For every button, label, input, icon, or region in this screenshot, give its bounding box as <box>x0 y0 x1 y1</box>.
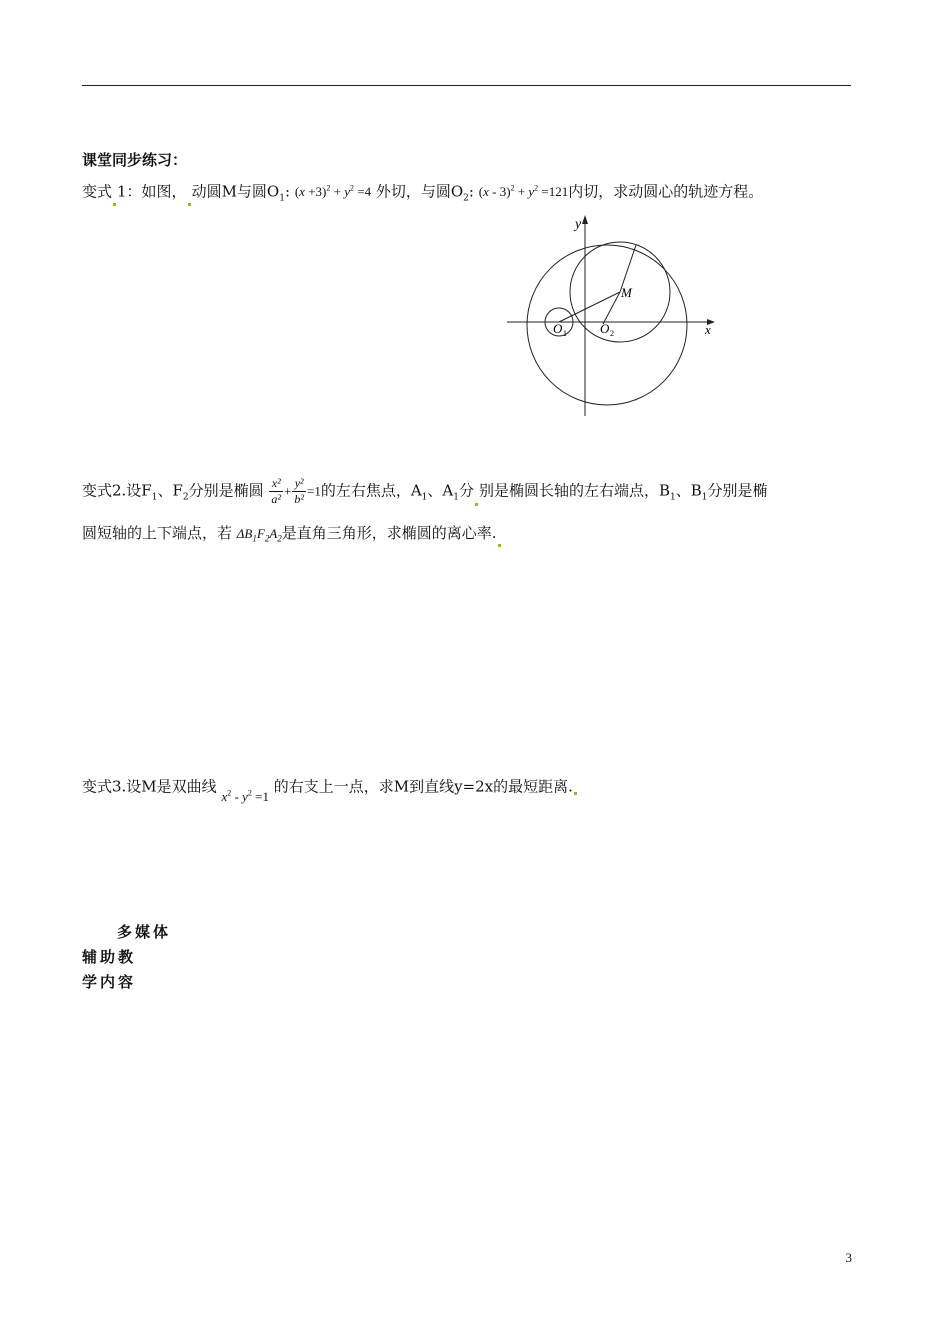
section-heading: 课堂同步练习： <box>82 151 188 169</box>
exercise-3-text: 的右支上一点，求M到直线y=2x的最短距离. <box>273 777 573 796</box>
exercise-2-line-2 <box>82 522 502 550</box>
colon: : <box>284 182 291 201</box>
fraction-numerator: y² <box>292 476 306 492</box>
exercise-1-text-a: 动圆M与圆O <box>191 182 280 201</box>
exercise-2-text: 圆短轴的上下端点，若 <box>82 524 233 542</box>
exercise-2-text: 、F <box>157 481 183 500</box>
equals-one: =1 <box>306 483 321 499</box>
fraction-y2-b2 <box>292 476 306 507</box>
header-rule <box>82 85 851 86</box>
triangle-f: F <box>256 526 265 541</box>
point-o2-subscript: 2 <box>610 329 614 338</box>
side-label-line-1: 多媒体 <box>117 923 172 941</box>
marker-dot <box>475 503 478 506</box>
marker-dot <box>113 203 116 206</box>
point-o2-label: O <box>600 321 610 336</box>
circle-o1-equation: $(x +3)^2 + y^2 =4$ <box>294 184 372 200</box>
subscript: 2 <box>277 533 282 544</box>
point-o1-subscript: 1 <box>563 329 567 338</box>
y-axis-arrow <box>582 215 588 224</box>
exercise-2-text: 分别是椭圆 <box>188 481 264 500</box>
subscript: 1 <box>151 492 158 503</box>
exercise-2-text: 变式2.设F <box>82 481 152 500</box>
exercise-2-text: 分别是椭 <box>707 481 768 500</box>
circles-figure <box>495 212 725 422</box>
triangle-a: A <box>269 526 278 541</box>
subscript: 1 <box>701 492 708 503</box>
exercise-1-prefix: 变式 <box>82 182 113 201</box>
exercise-2-text: 分 <box>458 481 474 500</box>
plus-sign: + <box>284 483 292 499</box>
fraction-denominator: b² <box>294 492 304 506</box>
exercise-1-text-c: 内切，求动圆心的轨迹方程。 <box>568 182 764 201</box>
y-axis-label: y <box>575 217 582 232</box>
triangle-b: ΔB <box>236 526 253 541</box>
marker-dot <box>574 792 577 795</box>
subscript: 1 <box>453 492 459 503</box>
exercise-1-text-b: 外切，与圆O <box>375 182 464 201</box>
exercise-2-text: 别是椭圆长轴的左右端点，B <box>479 481 671 500</box>
marker-dot <box>188 203 191 206</box>
circle-o2-equation: $(x - 3)^2 + y^2 =121$ <box>478 184 569 200</box>
hyperbola-equation: $x^2 - y^2 =1$ <box>221 789 269 805</box>
exercise-2-text: 的左右焦点，A <box>320 481 422 500</box>
fraction-denominator: a² <box>271 492 282 506</box>
exercise-1-num: 1：如图， <box>117 182 187 201</box>
page-number: 3 <box>845 1250 852 1265</box>
exercise-2-text: 、B <box>675 481 702 500</box>
segment-o2-m <box>603 292 620 324</box>
subscript: 1 <box>252 533 257 544</box>
exercise-3-text: 变式3.设M是双曲线 <box>82 777 217 796</box>
exercise-2-text: 、A <box>427 481 454 500</box>
subscript: 1 <box>670 492 676 503</box>
subscript: 2 <box>463 193 469 204</box>
side-label-line-3: 学内容 <box>82 973 137 991</box>
fraction-numerator: x² <box>269 476 283 492</box>
exercise-1 <box>82 178 763 209</box>
subscript: 1 <box>421 492 428 503</box>
fraction-x2-a2 <box>269 476 283 507</box>
exercise-3 <box>82 773 578 805</box>
x-axis-label: x <box>705 322 711 337</box>
subscript: 2 <box>182 492 189 503</box>
exercise-2-text: 是直角三角形，求椭圆的离心率. <box>281 524 497 542</box>
marker-dot <box>498 544 501 547</box>
subscript: 1 <box>279 193 285 204</box>
point-o1-label: O <box>553 321 563 336</box>
point-m-label: M <box>621 285 632 300</box>
exercise-2-line-1 <box>82 476 768 509</box>
subscript: 2 <box>264 533 270 544</box>
triangle-expression <box>236 526 282 544</box>
segment-o1-m <box>559 292 620 322</box>
colon: : <box>468 182 474 201</box>
side-label-line-2: 辅助教 <box>82 948 137 966</box>
